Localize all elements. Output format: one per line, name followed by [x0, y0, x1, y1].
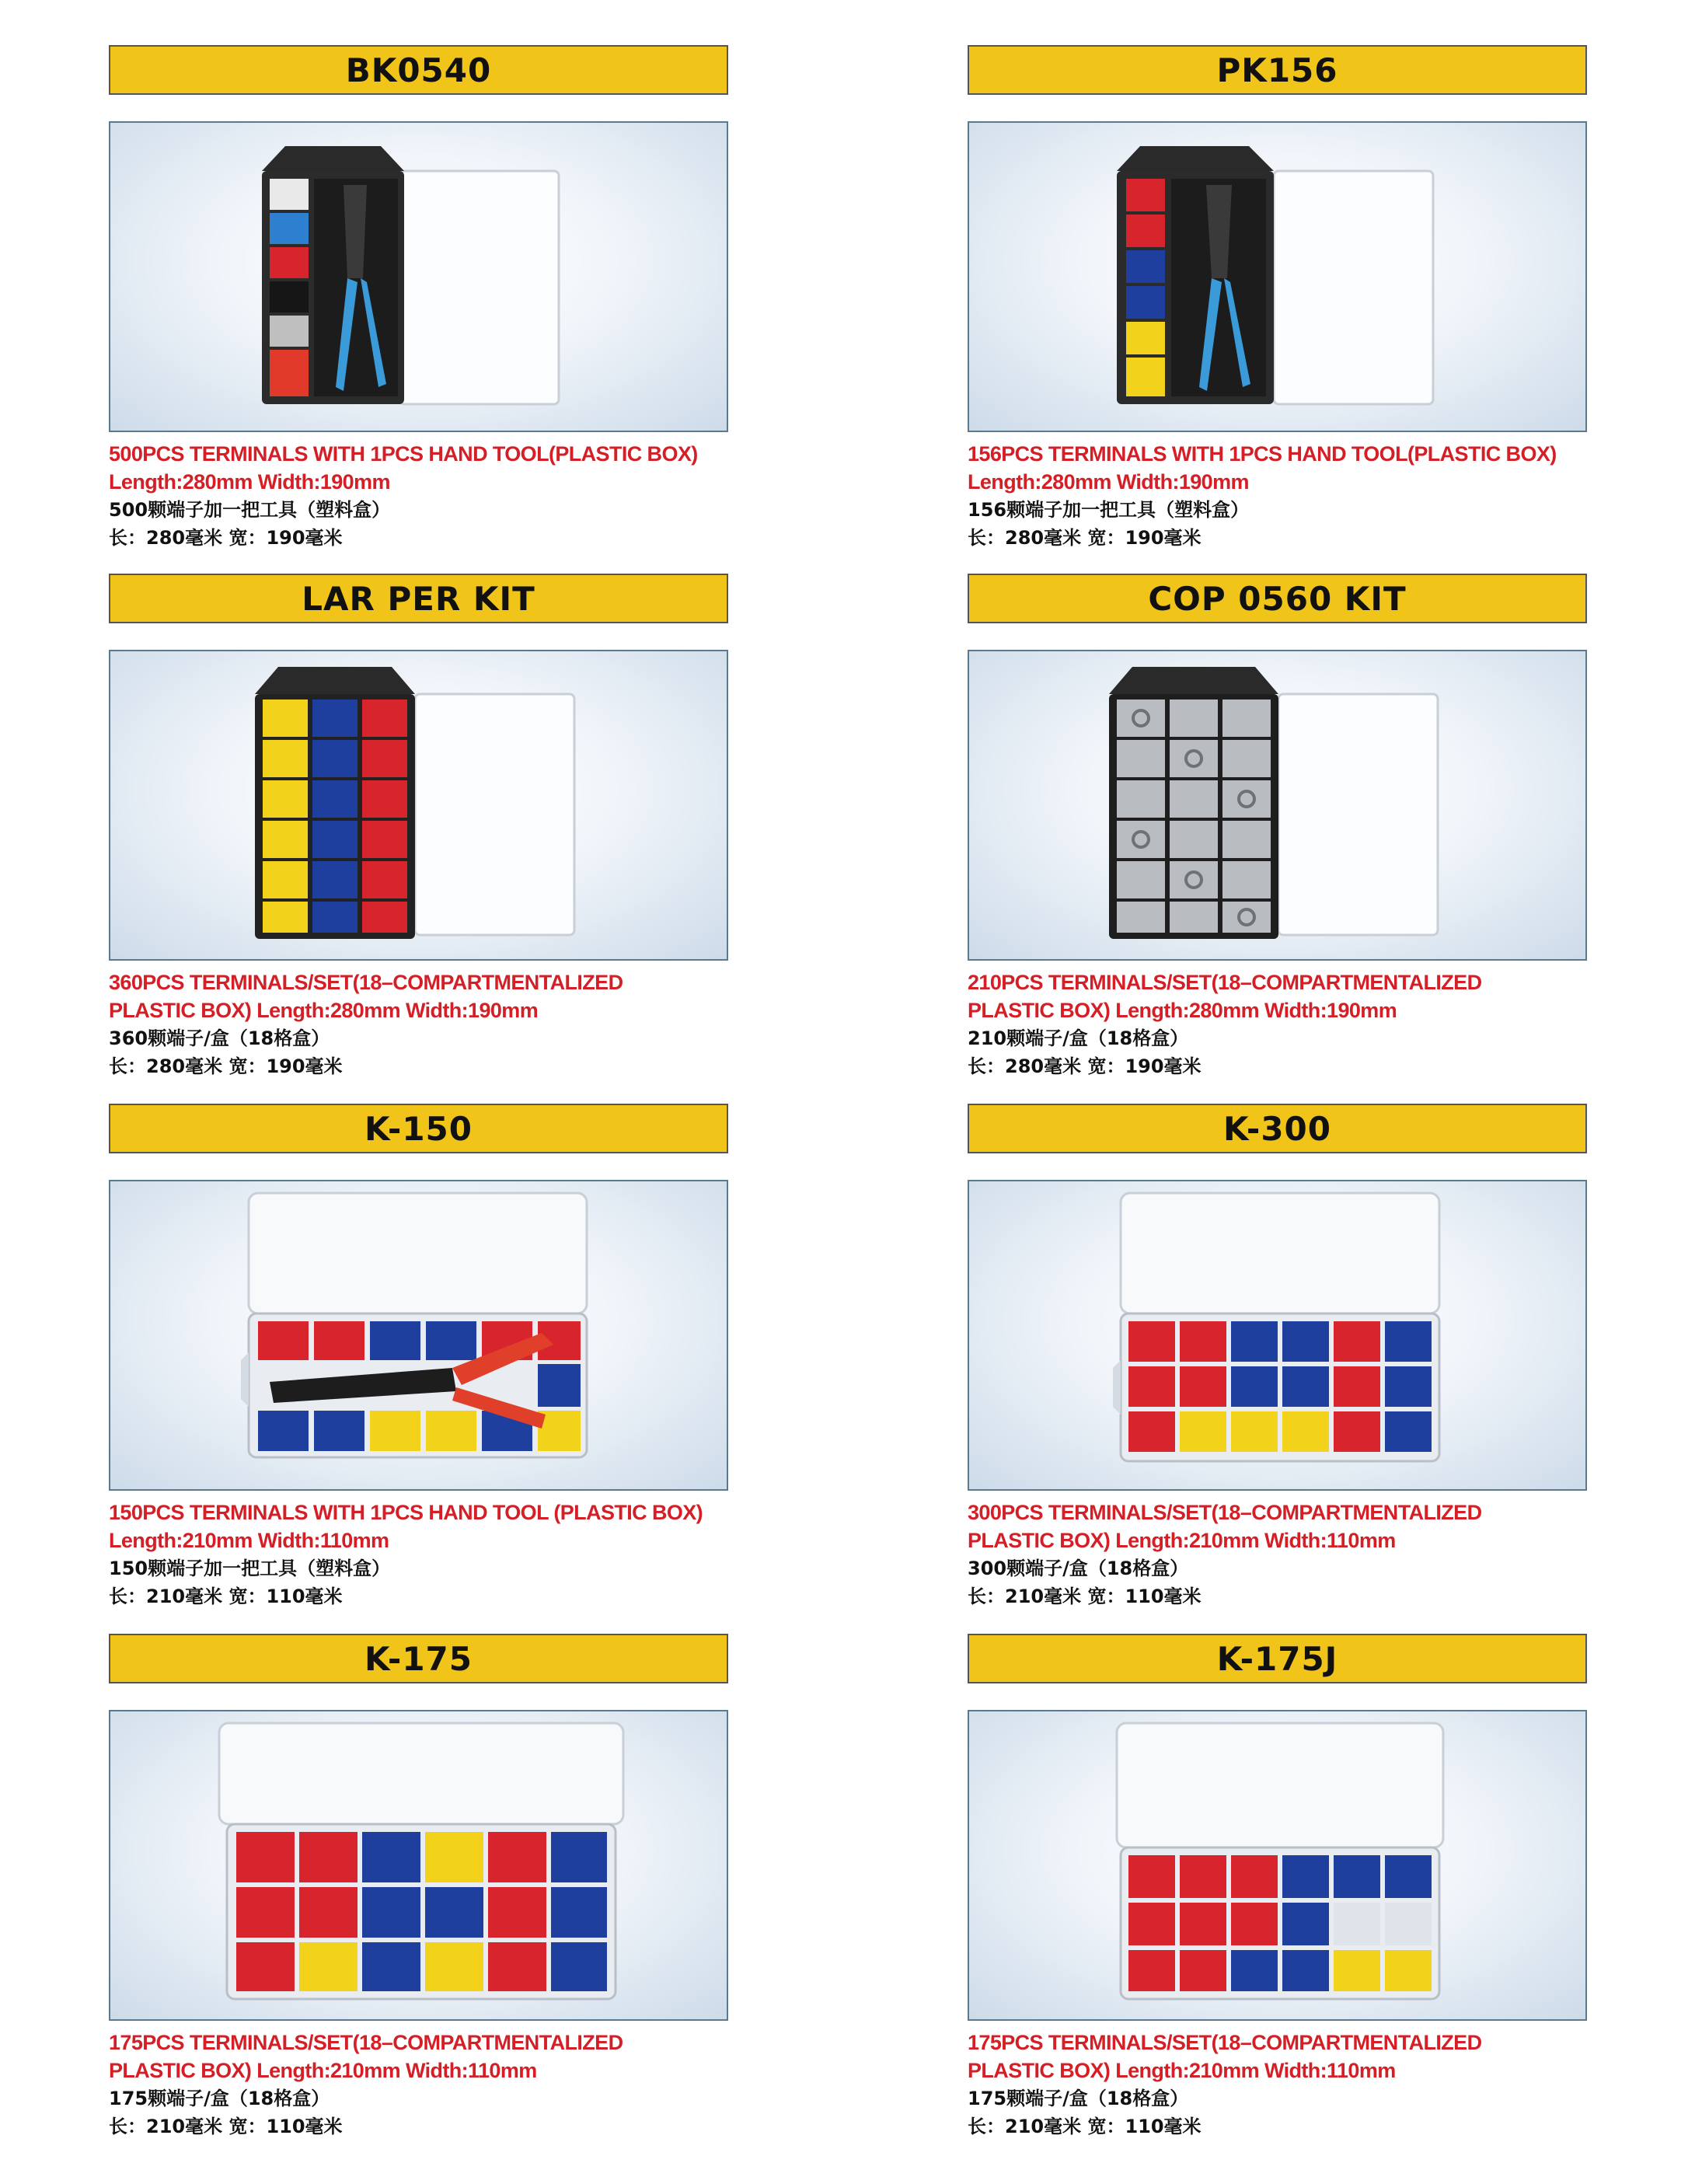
product-card-k-175j — [968, 1634, 1587, 2162]
description-line-cn: 长：280毫米 宽：190毫米 — [968, 527, 1202, 549]
description-line-cn: 长：280毫米 宽：190毫米 — [109, 527, 343, 549]
clear-box-terminal-assortment-photo — [969, 1711, 1585, 2019]
product-card-k-150 — [109, 1104, 728, 1632]
description-line-en: 150PCS TERMINALS WITH 1PCS HAND TOOL (PLASTIC BOX) — [109, 1501, 703, 1524]
product-photo — [968, 121, 1587, 432]
description-line-cn: 长：210毫米 宽：110毫米 — [968, 2116, 1202, 2137]
clear-box-terminal-assortment-photo — [110, 1711, 727, 2019]
description-line-en: Length:280mm Width:190mm — [109, 470, 390, 494]
terminal-assortment-box-photo — [110, 651, 727, 959]
description-line-cn: 175颗端子/盒（18格盒） — [109, 2088, 330, 2109]
description-line-cn: 150颗端子加一把工具（塑料盒） — [109, 1558, 391, 1579]
product-card-lar-per-kit — [109, 574, 728, 1102]
product-description — [968, 1498, 1589, 1610]
product-description — [968, 440, 1589, 552]
product-description — [109, 968, 731, 1080]
product-code-banner: BK0540 — [109, 45, 728, 95]
description-line-cn: 156颗端子加一把工具（塑料盒） — [968, 499, 1250, 521]
ring-terminal-assortment-box-photo — [969, 651, 1585, 959]
product-photo — [109, 121, 728, 432]
description-line-en: Length:280mm Width:190mm — [968, 470, 1249, 494]
description-line-cn: 360颗端子/盒（18格盒） — [109, 1027, 330, 1049]
description-line-en: 175PCS TERMINALS/SET(18–COMPARTMENTALIZED — [968, 2031, 1482, 2054]
product-card-bk0540 — [109, 45, 728, 574]
terminal-kit-with-crimper-photo — [110, 123, 727, 431]
description-line-en: PLASTIC BOX) Length:210mm Width:110mm — [968, 1529, 1396, 1552]
product-photo — [109, 1710, 728, 2021]
description-line-cn: 长：210毫米 宽：110毫米 — [109, 2116, 343, 2137]
product-card-k-175 — [109, 1634, 728, 2162]
description-line-en: Length:210mm Width:110mm — [109, 1529, 389, 1552]
clear-box-terminal-assortment-photo — [969, 1181, 1585, 1489]
product-description — [109, 2029, 731, 2140]
description-line-cn: 长：280毫米 宽：190毫米 — [109, 1055, 343, 1077]
description-line-en: 210PCS TERMINALS/SET(18–COMPARTMENTALIZED — [968, 971, 1482, 994]
product-photo — [968, 1710, 1587, 2021]
description-line-en: 360PCS TERMINALS/SET(18–COMPARTMENTALIZED — [109, 971, 623, 994]
product-description — [109, 1498, 731, 1610]
product-photo — [109, 650, 728, 961]
description-line-cn: 长：210毫米 宽：110毫米 — [968, 1586, 1202, 1607]
product-code-banner: PK156 — [968, 45, 1587, 95]
clear-box-kit-with-crimper-photo — [110, 1181, 727, 1489]
product-card-k-300 — [968, 1104, 1587, 1632]
product-description — [109, 440, 731, 552]
product-card-pk156 — [968, 45, 1587, 574]
description-line-cn: 长：280毫米 宽：190毫米 — [968, 1055, 1202, 1077]
description-line-cn: 210颗端子/盒（18格盒） — [968, 1027, 1189, 1049]
product-code-banner: K-300 — [968, 1104, 1587, 1153]
product-photo — [968, 1180, 1587, 1491]
product-description — [968, 2029, 1589, 2140]
product-photo — [109, 1180, 728, 1491]
description-line-cn: 500颗端子加一把工具（塑料盒） — [109, 499, 391, 521]
product-code-banner: K-150 — [109, 1104, 728, 1153]
product-code-banner: COP 0560 KIT — [968, 574, 1587, 623]
product-code-banner: K-175J — [968, 1634, 1587, 1683]
terminal-kit-with-crimper-photo — [969, 123, 1585, 431]
description-line-cn: 175颗端子/盒（18格盒） — [968, 2088, 1189, 2109]
description-line-cn: 长：210毫米 宽：110毫米 — [109, 1586, 343, 1607]
product-code-banner: LAR PER KIT — [109, 574, 728, 623]
product-code-banner: K-175 — [109, 1634, 728, 1683]
product-description — [968, 968, 1589, 1080]
description-line-en: PLASTIC BOX) Length:280mm Width:190mm — [109, 999, 539, 1022]
description-line-cn: 300颗端子/盒（18格盒） — [968, 1558, 1189, 1579]
description-line-en: 156PCS TERMINALS WITH 1PCS HAND TOOL(PLASTIC BOX) — [968, 442, 1557, 466]
product-photo — [968, 650, 1587, 961]
description-line-en: PLASTIC BOX) Length:210mm Width:110mm — [968, 2059, 1396, 2082]
description-line-en: 300PCS TERMINALS/SET(18–COMPARTMENTALIZED — [968, 1501, 1482, 1524]
product-card-cop-0560-kit — [968, 574, 1587, 1102]
description-line-en: PLASTIC BOX) Length:210mm Width:110mm — [109, 2059, 537, 2082]
description-line-en: PLASTIC BOX) Length:280mm Width:190mm — [968, 999, 1397, 1022]
description-line-en: 500PCS TERMINALS WITH 1PCS HAND TOOL(PLASTIC BOX) — [109, 442, 698, 466]
description-line-en: 175PCS TERMINALS/SET(18–COMPARTMENTALIZED — [109, 2031, 623, 2054]
